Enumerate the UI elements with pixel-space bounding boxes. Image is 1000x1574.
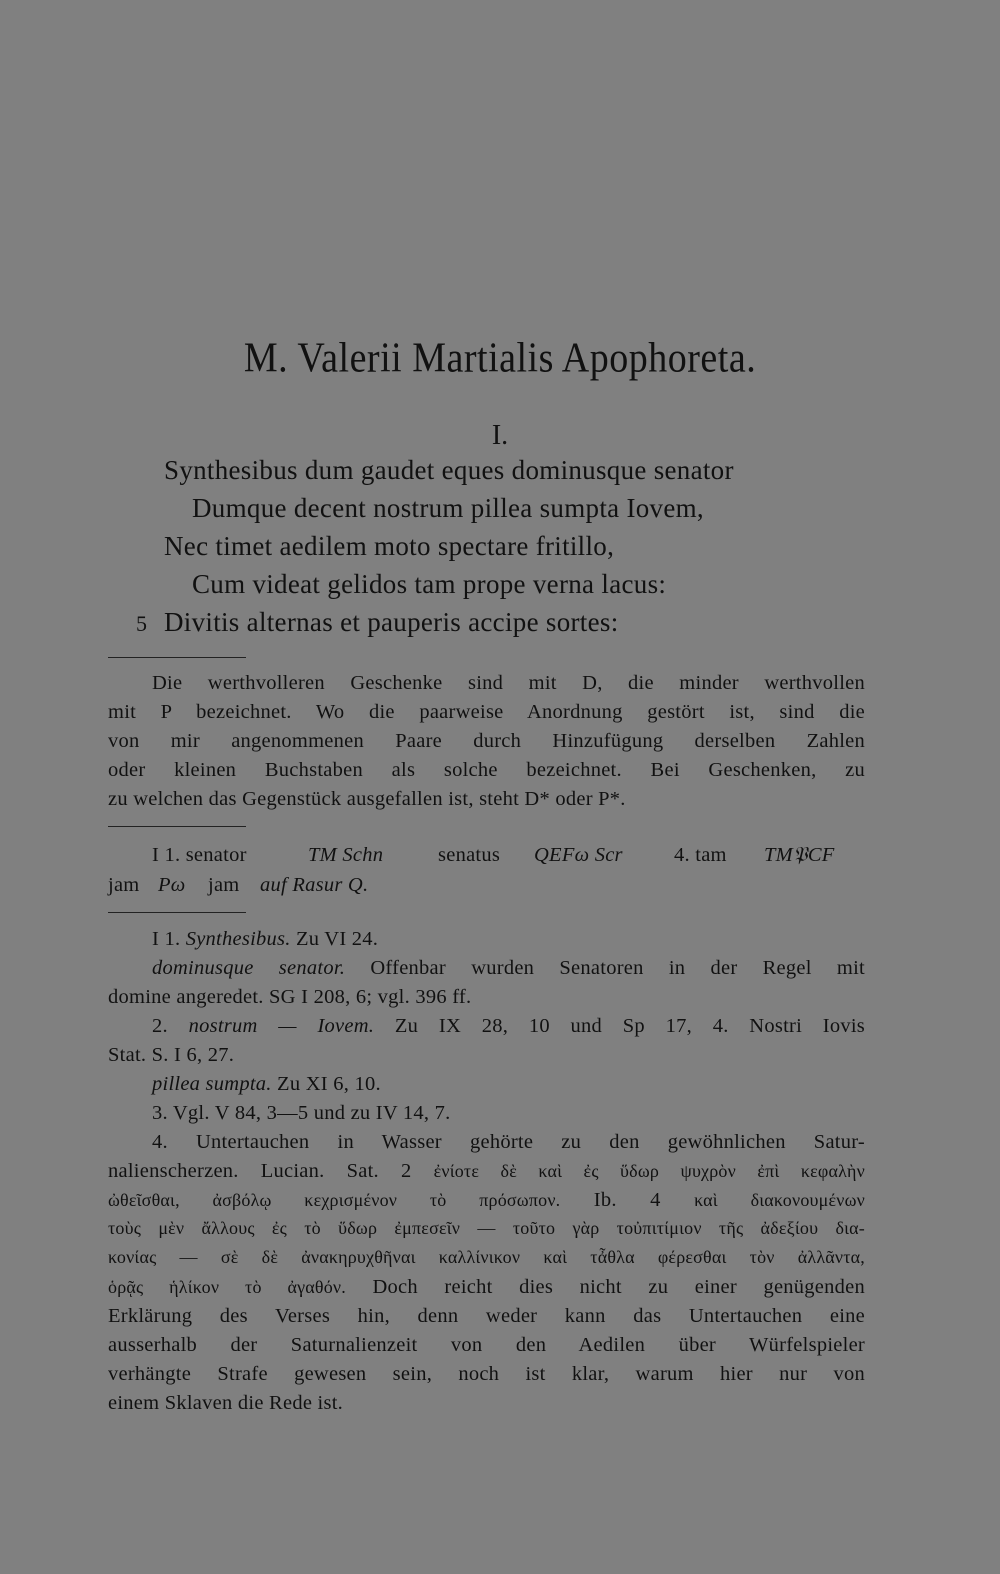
commentary-line-12: κονίας — σὲ δὲ ἀνακηρυχθῆναι καλλίνικον καὶ τἆθλα φέρεσθαι τὸν ἀλλᾶντα,: [108, 1247, 865, 1267]
apparatus-sigla: QEFω Scr: [534, 844, 623, 866]
commentary-lemma: pillea sumpta.: [152, 1073, 272, 1095]
commentary-lemma: nostrum — Iovem.: [188, 1015, 375, 1037]
commentary-line-8: 4. Untertauchen in Wasser gehörte zu den gewöhnlichen Satur-: [152, 1131, 865, 1153]
commentary-ref: I 1.: [152, 928, 181, 950]
commentary-text: Zu XI 6, 10.: [277, 1073, 381, 1095]
separator-rule-1: [108, 657, 246, 658]
apparatus-sigla: Pω: [158, 874, 186, 896]
apparatus-lemma: 4. tam: [674, 844, 727, 866]
commentary-line-14: Erklärung des Verses hin, denn weder kann das Untertauchen eine: [108, 1305, 865, 1327]
note-line-4: oder kleinen Buchstaben als solche bezeichnet. Bei Geschenken, zu: [108, 759, 865, 781]
commentary-text: Offenbar wurden Senatoren in der Regel mit: [370, 957, 866, 979]
commentary-line-7: 3. Vgl. V 84, 3—5 und zu IV 14, 7.: [152, 1102, 451, 1124]
commentary-ref: Ib. 4: [593, 1189, 661, 1211]
verse-line-1: Synthesibus dum gaudet eques dominusque senator: [164, 455, 734, 485]
commentary-lemma: Synthesibus.: [185, 928, 291, 950]
page-title: M. Valerii Martialis Apophoreta.: [243, 334, 757, 382]
commentary-text: Doch reicht dies nicht zu einer genügenden: [372, 1276, 865, 1298]
greek-quotation: ὁρᾷς ἡλίκον τὸ ἀγαθόν.: [108, 1277, 346, 1297]
note-line-2: mit P bezeichnet. Wo die paarweise Anordnung gestört ist, sind die: [108, 701, 865, 723]
commentary-text: Zu IX 28, 10 und Sp 17, 4. Nostri Iovis: [394, 1015, 866, 1037]
commentary-text: nalienscherzen. Lucian. Sat. 2: [108, 1160, 412, 1182]
commentary-line-11: τοὺς μὲν ἄλλους ἐς τὸ ὕδωρ ἐμπεσεῖν — τοῦτο γὰρ τοὐπιτίμιον τῆς ἀδεξίου δια-: [108, 1218, 865, 1238]
verse-line-2: Dumque decent nostrum pillea sumpta Iovem,: [192, 493, 704, 523]
note-line-1: Die werthvolleren Geschenke sind mit D, die minder werthvollen: [152, 672, 865, 694]
separator-rule-2: [108, 826, 246, 827]
separator-rule-3: [108, 912, 246, 913]
commentary-line-5: Stat. S. I 6, 27.: [108, 1044, 235, 1066]
commentary-line-13: [108, 1276, 865, 1299]
commentary-line-3: domine angeredet. SG I 208, 6; vgl. 396 ff.: [108, 986, 472, 1008]
commentary-line-10: [108, 1189, 865, 1212]
commentary-lemma: dominusque senator.: [152, 957, 346, 979]
note-line-3: von mir angenommenen Paare durch Hinzufügung derselben Zahlen: [108, 730, 865, 752]
verse-line-5: Divitis alternas et pauperis accipe sortes:: [164, 607, 619, 637]
apparatus-variant: jam: [208, 874, 240, 896]
greek-quotation: ἐνίοτε δὲ καὶ ἐς ὕδωρ ψυχρὸν ἐπὶ κεφαλὴν: [433, 1161, 865, 1181]
commentary-line-16: verhängte Strafe gewesen sein, noch ist klar, warum hier nur von: [108, 1363, 865, 1385]
commentary-text: Zu VI 24.: [296, 928, 379, 950]
epigram-number: I.: [491, 420, 509, 451]
commentary-line-17: einem Sklaven die Rede ist.: [108, 1392, 344, 1414]
apparatus-sigla: TM𝔓CF: [764, 844, 835, 866]
commentary-line-2: [108, 957, 865, 980]
commentary-line-4: [108, 1015, 865, 1038]
greek-quotation: ὠθεῖσθαι, ἀσβόλῳ κεχρισμένον τὸ πρόσωπον.: [108, 1190, 561, 1210]
commentary-ref: 2.: [152, 1015, 168, 1037]
apparatus-sigla: TM Schn: [308, 844, 384, 866]
verse-line-4: Cum videat gelidos tam prope verna lacus:: [192, 569, 667, 599]
apparatus-lemma: I 1. senator: [152, 844, 247, 866]
apparatus-variant: senatus: [438, 844, 501, 866]
greek-quotation: καὶ διακονουμένων: [694, 1190, 865, 1210]
apparatus-note: auf Rasur Q.: [260, 874, 369, 896]
line-number-5: 5: [136, 611, 147, 636]
note-line-5: zu welchen das Gegenstück ausgefallen ist, steht D* oder P*.: [108, 788, 626, 810]
apparatus-variant: jam: [108, 874, 140, 896]
commentary-line-6: [108, 1073, 865, 1096]
commentary-line-1: [108, 928, 865, 951]
commentary-line-9: [108, 1160, 865, 1183]
verse-line-3: Nec timet aedilem moto spectare fritillo,: [164, 531, 615, 561]
commentary-line-15: ausserhalb der Saturnalienzeit von den Aedilen über Würfelspieler: [108, 1334, 865, 1356]
